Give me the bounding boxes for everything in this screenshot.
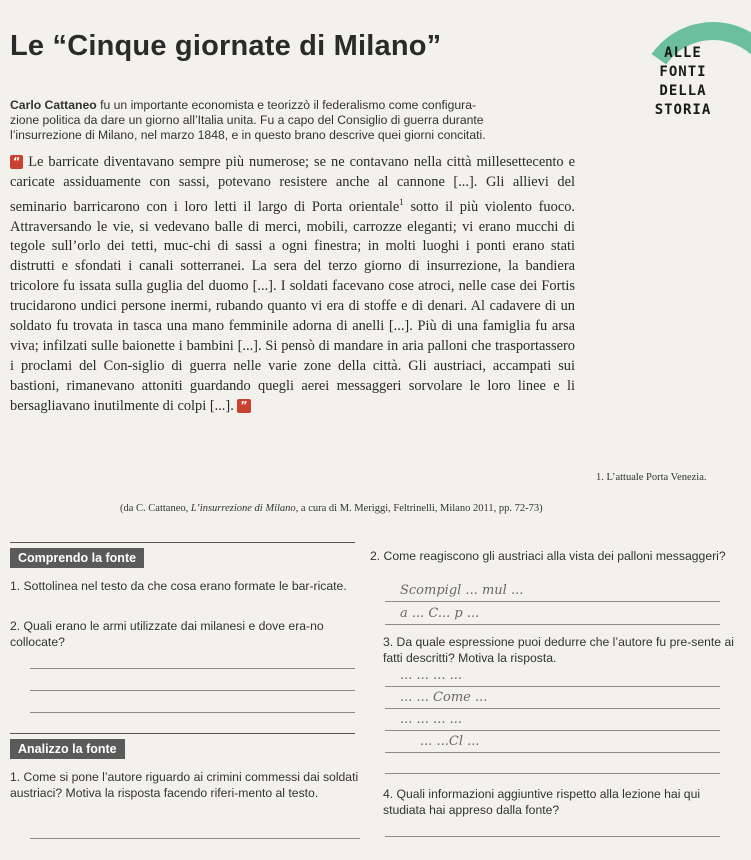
answer-line[interactable] <box>385 730 720 731</box>
source-work: L’insurrezione di Milano <box>190 503 296 514</box>
badge-word: FONTI <box>659 64 707 80</box>
source-prefix: (da C. Cattaneo, <box>120 503 191 514</box>
badge-word: STORIA <box>654 102 712 118</box>
footnote-ref: 1 <box>399 196 404 207</box>
intro-line-2: zione politica da dare un giorno all’Italia unita. Fu a capo del Consiglio di guerra durante <box>10 113 484 127</box>
handwritten-answer: Scompigl ... mul ... <box>400 583 524 598</box>
answer-line[interactable] <box>30 712 355 713</box>
answer-line[interactable] <box>385 836 720 837</box>
intro-line-3: l’insurrezione di Milano, nel marzo 1848, e in questo brano descrive quei giorni concitati. <box>10 128 486 142</box>
analizzo-q4-right: 4. Quali informazioni aggiuntive rispetto alla lezione hai qui studiata hai appreso dalla fonte? <box>383 787 701 817</box>
answer-line[interactable] <box>385 752 720 753</box>
answer-line[interactable] <box>30 668 355 669</box>
answer-line[interactable] <box>385 708 720 709</box>
section-rule <box>10 542 355 543</box>
comprendo-q2-right: 2. Come reagiscono gli austriaci alla vista dei palloni messaggeri? <box>370 549 726 563</box>
intro-author: Carlo Cattaneo <box>10 98 97 112</box>
answer-line[interactable] <box>385 624 720 625</box>
alle-fonti-badge <box>600 0 751 190</box>
answer-line[interactable] <box>30 690 355 691</box>
intro-paragraph <box>10 98 610 143</box>
close-quote-icon: ” <box>237 399 250 413</box>
comprendo-q2: 2. Quali erano le armi utilizzate dai milanesi e dove era-no collocate? <box>10 619 324 649</box>
comprendo-q1: 1. Sottolinea nel testo da che cosa erano formate le bar-ricate. <box>10 579 347 593</box>
handwritten-answer: a ... C... p ... <box>400 606 480 621</box>
analizzo-q1: 1. Come si pone l’autore riguardo ai crimini commessi dai soldati austriaci? Motiva la risposta facendo riferi-mento al testo. <box>10 770 359 800</box>
handwritten-answer: ... ...Cl ... <box>420 734 480 749</box>
section-rule <box>10 733 355 734</box>
badge-text <box>640 44 726 120</box>
handwritten-answer: ... ... ... ... <box>400 668 462 683</box>
handwritten-answer: ... ... ... ... <box>400 712 462 727</box>
intro-line-1: fu un importante economista e teorizzò il federalismo come configura- <box>96 98 477 112</box>
comprendo-label: Comprendo la fonte <box>10 548 144 568</box>
answer-line[interactable] <box>385 686 720 687</box>
answer-line[interactable] <box>385 773 720 774</box>
source-citation <box>120 503 543 514</box>
badge-word: DELLA <box>659 83 707 99</box>
source-suffix: , a cura di M. Meriggi, Feltrinelli, Milano 2011, pp. 72-73) <box>295 503 543 514</box>
badge-word: ALLE <box>664 45 702 61</box>
source-passage <box>10 153 575 417</box>
answer-line[interactable] <box>385 601 720 602</box>
passage-text-2: sotto il più violento fuoco. Attraversando le vie, si vedevano balle di merci, mobili, carrozze eleganti; vi erano mucchi di tegole sull’orlo dei tetti, muc-chi di sassi a ogni finestra; in molti luoghi i ponti erano stati distrutti e sfondati i canali sotterranei. La sera del terzo giorno di insurrezione, la bandiera tricolore fu issata sulla guglia del duomo [...]. I soldati facevano cose atroci, nelle case dei Fortis trucidarono undici persone inermi, rubando quanto vi era di stoffe e di denari. Al cadavere di un soldato fu trovata in tasca una mano femminile adorna di anelli [...]. Più di una famiglia fu arsa viva; infilzati sulle baionette i bambini [...]. Si pensò di mandare in aria palloni che trasportassero i proclami del Con-siglio di guerra nelle varie zone della città. Gli austriaci, accampati sui bastioni, rimanevano attoniti guardando quegli aerei messaggeri sorvolare le loro linee e li bersagliavano inutilmente di colpi [...]. <box>10 198 576 414</box>
open-quote-icon: “ <box>10 155 23 169</box>
footnote: 1. L’attuale Porta Venezia. <box>596 472 707 483</box>
analizzo-label: Analizzo la fonte <box>10 739 125 759</box>
handwritten-answer: ... ... Come ... <box>400 690 488 705</box>
comprendo-q3-right: 3. Da quale espressione puoi dedurre che l’autore fu pre-sente ai fatti descritti? Motiva la risposta. <box>383 635 734 665</box>
page-title: Le “Cinque giornate di Milano” <box>10 30 442 62</box>
passage-text-1: Le barricate diventavano sempre più numerose; se ne contavano nella città millesettecento e caricate assiduamente con sassi, potevano resistere anche al cannone [...]. Gli allievi del seminario barricarono con i loro letti il largo di Porta orientale <box>10 154 575 215</box>
answer-line[interactable] <box>30 838 360 839</box>
